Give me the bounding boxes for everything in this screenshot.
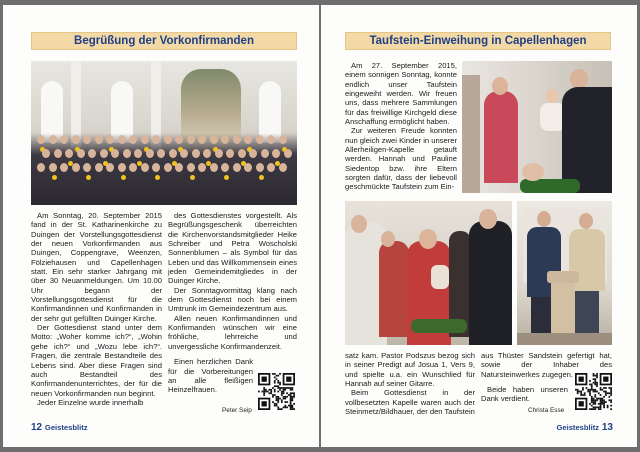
- person-head: [106, 163, 114, 172]
- person-head: [238, 149, 246, 158]
- person-head: [37, 135, 45, 144]
- person-head: [118, 163, 126, 172]
- person-head: [249, 149, 257, 158]
- person-head: [95, 135, 103, 144]
- sunflower: [259, 175, 264, 180]
- person-head: [180, 149, 188, 158]
- person-head: [169, 149, 177, 158]
- left-page: [3, 5, 319, 447]
- person-head: [152, 135, 160, 144]
- person-head: [244, 163, 252, 172]
- baptismal-font-photo: [345, 201, 512, 345]
- person-head: [187, 163, 195, 172]
- person-head: [256, 163, 264, 172]
- sunflower: [86, 175, 91, 180]
- person-head: [157, 149, 165, 158]
- person-head: [279, 163, 287, 172]
- person-head: [187, 135, 195, 144]
- person-head: [77, 149, 85, 158]
- paragraph: Einen herzlichen Dank für die Vorbereitungen an alle fleißigen Heinzelfrauen.: [168, 357, 253, 395]
- paragraph: des Gottesdienstes vorgestellt. Als Begrüßungsgeschenk überreichten die Kirchenvorstandsmitglieder Heike Schreiber und Petra Woscholski Sonnenblumen – als Symbol für das Leben und das Willkommensein eines jeden Gemeindemitgliedes in der Duinger Kirche.: [168, 211, 297, 286]
- person-head: [279, 135, 287, 144]
- baptism-photo: [462, 61, 612, 193]
- person-head: [134, 149, 142, 158]
- signature: Peter Seip: [222, 407, 252, 414]
- person-head: [37, 163, 45, 172]
- person-head: [203, 149, 211, 158]
- paragraph: Beide haben unseren Dank verdient.: [481, 385, 568, 404]
- person-head: [221, 163, 229, 172]
- right-page-title: Taufstein-Einweihung in Capellenhagen: [345, 32, 611, 50]
- right-column-1: [345, 351, 475, 416]
- person-head: [65, 149, 73, 158]
- paragraph: Allen neuen Konfirmandinnen und Konfirmanden wünschen wir eine fröhliche, lehrreiche und unvergessliche Konfirmandenzeit.: [168, 313, 297, 351]
- person-head: [175, 135, 183, 144]
- person-head: [198, 163, 206, 172]
- person-head: [129, 163, 137, 172]
- person-head: [233, 163, 241, 172]
- person-head: [226, 149, 234, 158]
- right-intro-column: [345, 61, 457, 192]
- person-head: [175, 163, 183, 172]
- paragraph: Jeder Einzelne wurde innerhalb: [37, 397, 144, 407]
- person-head: [72, 163, 80, 172]
- person-head: [221, 135, 229, 144]
- person-head: [284, 149, 292, 158]
- person-head: [233, 135, 241, 144]
- page-footer: [31, 422, 88, 433]
- person-head: [210, 163, 218, 172]
- person-head: [42, 149, 50, 158]
- person-head: [106, 135, 114, 144]
- magazine-name: Geistesblitz: [556, 423, 600, 432]
- person-head: [215, 149, 223, 158]
- paragraph: Am Sonntag, 20. September 2015 fand in der St. Katharinenkirche zu Duingen der Vorstellungsgottesdienst der neuen Vorkonfirmanden aus Duingen, Coppengrave, Weenzen, Fölziehausen und Capellenhagen statt. Ein sehr starker Jahrgang mit über 30 Neuanmeldungen. Um 10.00 Uhr begann der Vorstellungsgottesdienst für die Konfirmandinnen und Konfirmanden in der sehr gut gefüllten Duinger Kirche.: [31, 211, 162, 323]
- person-head: [49, 135, 57, 144]
- person-head: [164, 135, 172, 144]
- person-head: [83, 135, 91, 144]
- paragraph: satz kam. Pastor Podszus bezog sich in seiner Predigt auf Josua 1, Vers 9, und spielte u.a. ein Wunschlied für Hannah auf seiner Gitarre.: [345, 351, 475, 389]
- paragraph: Am 27. September 2015, einem sonnigen Sonntag, konnte endlich unser Taufstein eingeweiht werden. Wir freuen uns, dass mehrere Sammlungen für das freiwillige Kirchgeld diese Anschaffung ermöglicht haben.: [345, 61, 457, 127]
- person-head: [141, 163, 149, 172]
- sunflower: [52, 175, 57, 180]
- person-head: [49, 163, 57, 172]
- page-number: 13: [601, 422, 613, 433]
- sunflower: [224, 175, 229, 180]
- person-head: [141, 135, 149, 144]
- person-head: [244, 135, 252, 144]
- person-head: [164, 163, 172, 172]
- person-head: [129, 135, 137, 144]
- person-head: [123, 149, 131, 158]
- person-head: [152, 163, 160, 172]
- person-head: [192, 149, 200, 158]
- person-head: [111, 149, 119, 158]
- person-head: [95, 163, 103, 172]
- sunflower: [121, 175, 126, 180]
- person-head: [54, 149, 62, 158]
- page-footer: [556, 422, 613, 433]
- person-head: [198, 135, 206, 144]
- left-column-2: [168, 211, 297, 395]
- person-head: [256, 135, 264, 144]
- person-head: [118, 135, 126, 144]
- person-head: [272, 149, 280, 158]
- page-number: 12: [31, 422, 43, 433]
- person-head: [210, 135, 218, 144]
- left-column-1: [31, 211, 162, 407]
- person-head: [100, 149, 108, 158]
- person-head: [267, 163, 275, 172]
- left-page-title: Begrüßung der Vorkonfirmanden: [31, 32, 297, 50]
- stonemasons-photo: [517, 201, 612, 345]
- paragraph: Der Sonntagvormittag klang nach dem Gottesdienst noch bei einem Umtrunk im Gemeindezentrum aus.: [168, 285, 297, 314]
- right-page: [321, 5, 637, 447]
- sunflower: [155, 175, 160, 180]
- confirmands-group-photo: [31, 61, 297, 205]
- signature: Christa Esse: [528, 407, 565, 414]
- person-head: [72, 135, 80, 144]
- person-head: [267, 135, 275, 144]
- person-head: [261, 149, 269, 158]
- person-head: [88, 149, 96, 158]
- person-head: [146, 149, 154, 158]
- paragraph: aus Thüster Sandstein gefertigt hat, sowie der Inhaber des Natursteinwerkes zugegen.: [481, 351, 612, 379]
- person-head: [60, 135, 68, 144]
- qr-code-icon: [575, 373, 612, 410]
- person-head: [60, 163, 68, 172]
- paragraph: Zur weiteren Freude konnten nun gleich zwei Kinder in unserer Allerheiligen-Kapelle getauft werden. Hannah und Pauline Siedentop bzw. ihre Eltern sorgten dafür, dass der liebevoll geschmückte Taufstein zum Ein-: [345, 126, 457, 192]
- paragraph: Beim Gottesdienst in der vollbesetzten Kapelle waren auch der Steinmetz/Bildhauer, der den Taufstein: [345, 388, 475, 417]
- qr-code-icon: [258, 373, 295, 410]
- sunflower: [190, 175, 195, 180]
- paragraph: Der Gottesdienst stand unter dem Motto: „Woher komme ich?“, „Wohin gehe ich?“ und „Wozu lebe ich?“. Fragen, die zentrale Bestandteile des Lebens sind. Aber diese Fragen sind auch Bestandteil des Konfirmandenunterrichtes, der für die neuen Vorkonfirmanden nun beginnt.: [31, 323, 162, 398]
- person-head: [83, 163, 91, 172]
- magazine-name: Geistesblitz: [44, 423, 88, 432]
